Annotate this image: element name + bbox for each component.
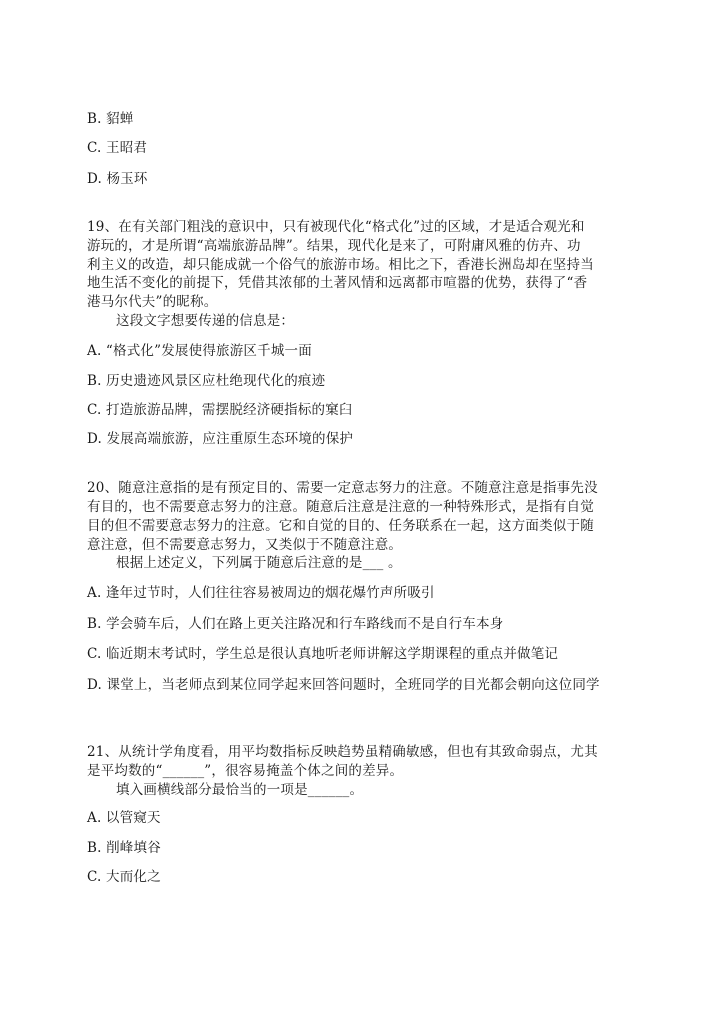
q18-option-b: B. 貂蝉 [87,111,134,127]
q19-prompt: 这段文字想要传递的信息是： [116,313,295,329]
q20-stem-line-2: 有目的，也不需要意志努力的注意。随意后注意是注意的一种特殊形式，是指有自觉 [87,499,594,515]
q19-option-c: C. 打造旅游品牌，需摆脱经济硬指标的窠臼 [87,402,353,418]
q20-option-b: B. 学会骑车后，人们在路上更关注路况和行车路线而不是自行车本身 [87,616,504,632]
q19-stem-line-3: 利主义的改造，却只能成就一个俗气的旅游市场。相比之下，香港长洲岛却在坚持当 [87,257,594,273]
q21-option-c: C. 大而化之 [87,869,161,885]
q21-prompt: 填入画横线部分最恰当的一项是______。 [116,782,364,798]
q20-option-c: C. 临近期末考试时，学生总是很认真地听老师讲解这学期课程的重点并做笔记 [87,646,559,662]
q20-option-d: D. 课堂上，当老师点到某位同学起来回答问题时，全班同学的目光都会朝向这位同学 [87,677,600,693]
q19-option-a: A. “格式化”发展使得旅游区千城一面 [87,343,312,359]
q21-option-a: A. 以管窥天 [87,810,161,826]
q19-stem-line-4: 地生活不变化的前提下，凭借其浓郁的土著风情和远离都市喧嚣的优势，获得了“香 [87,275,588,291]
q21-stem-line-2: 是平均数的“______”，很容易掩盖个体之间的差异。 [87,763,404,779]
q19-stem-line-5: 港马尔代夫”的昵称。 [87,294,218,310]
q19-stem-line-1: 19、在有关部门粗浅的意识中，只有被现代化“格式化”过的区域，才是适合观光和 [87,219,585,235]
q20-option-a: A. 逢年过节时，人们往往容易被周边的烟花爆竹声所吸引 [87,585,435,601]
q21-option-b: B. 削峰填谷 [87,840,161,856]
q18-option-d: D. 杨玉环 [87,171,148,187]
q21-stem-line-1: 21、从统计学角度看，用平均数指标反映趋势虽精确敏感，但也有其致命弱点，尤其 [87,744,598,760]
q19-option-d: D. 发展高端旅游，应注重原生态环境的保护 [87,431,354,447]
q19-stem-line-2: 游玩的，才是所谓“高端旅游品牌”。结果，现代化是来了，可附庸风雅的仿卉、功 [87,238,581,254]
q19-option-b: B. 历史遗迹风景区应杜绝现代化的痕迹 [87,373,326,389]
q20-stem-line-4: 意注意，但不需要意志努力，又类似于不随意注意。 [87,537,403,553]
q20-stem-line-3: 目的但不需要意志努力的注意。它和自觉的目的、任务联系在一起，这方面类似于随 [87,518,594,534]
q20-stem-line-1: 20、随意注意指的是有预定目的、需要一定意志努力的注意。不随意注意是指事先没 [87,480,598,496]
q20-prompt: 根据上述定义，下列属于随意后注意的是___ 。 [116,555,402,571]
q18-option-c: C. 王昭君 [87,140,148,156]
